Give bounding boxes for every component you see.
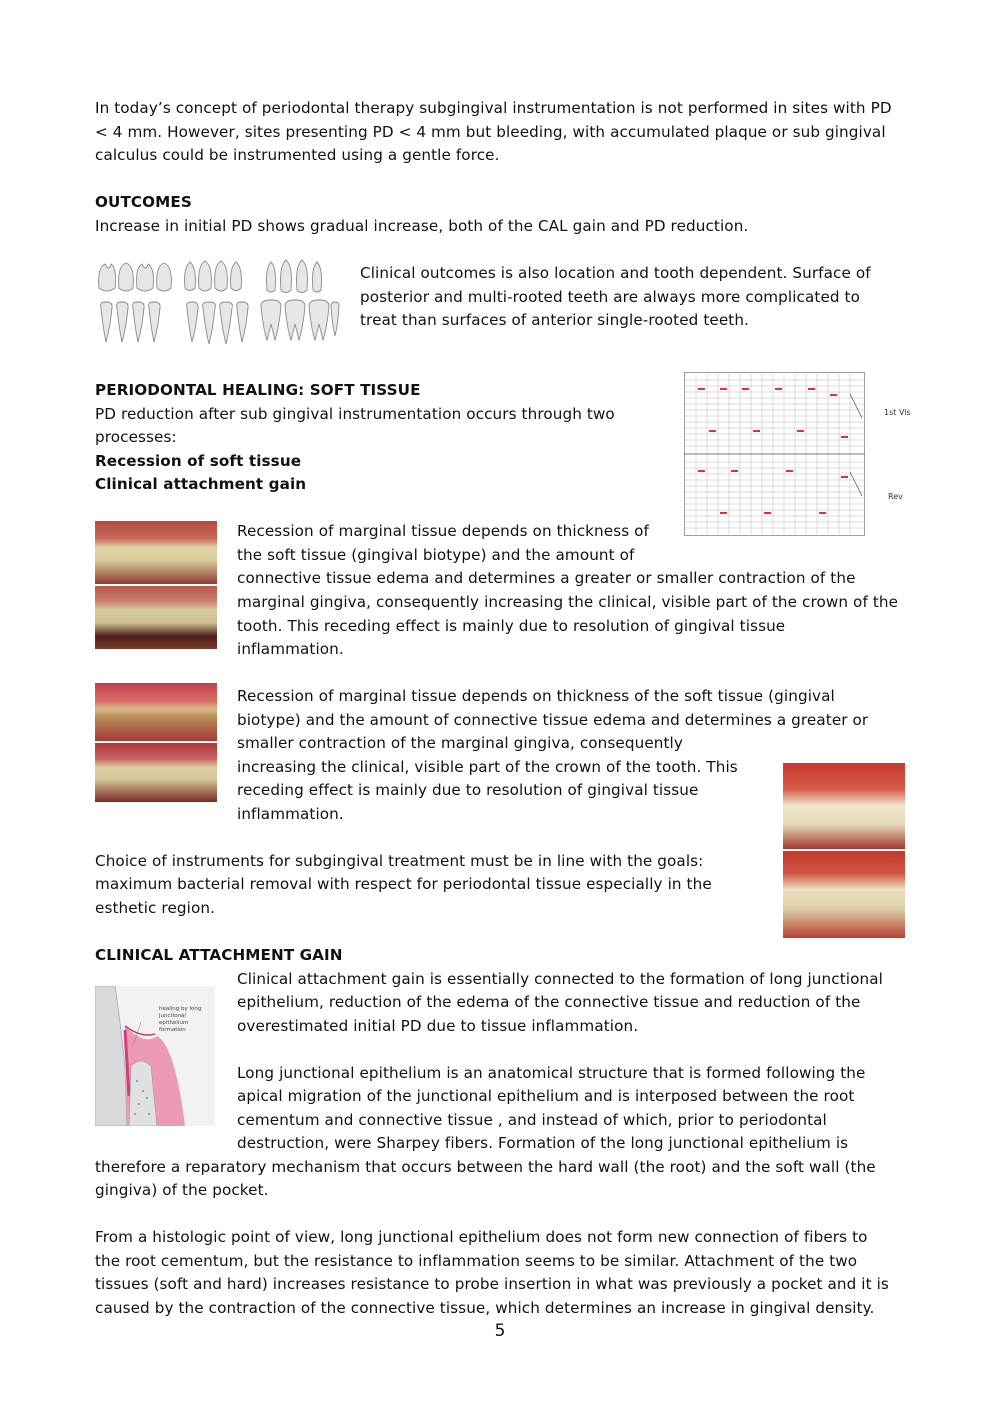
- recession-para1-line: Recession of marginal tissue depends on thickness of: [237, 522, 650, 540]
- outcomes-line: Increase in initial PD shows gradual increase, both of the CAL gain and PD reduction.: [95, 217, 749, 235]
- lower-teeth: [101, 300, 339, 344]
- cal-para3-line: tissues (soft and hard) increases resistance to probe insertion in what was previously a pocket and it is: [95, 1275, 889, 1293]
- cal-para2-line: gingiva) of the pocket.: [95, 1181, 269, 1199]
- recession-para1-line: inflammation.: [237, 640, 344, 658]
- process-item: Recession of soft tissue: [95, 452, 302, 470]
- periodontal-chart: [684, 372, 914, 536]
- cal-para3-line: caused by the contraction of the connective tissue, which determines an increase in gingival density.: [95, 1299, 875, 1317]
- cal-para2-line: Long junctional epithelium is an anatomical structure that is formed following the: [237, 1064, 866, 1082]
- recession-para2-line: biotype) and the amount of connective tissue edema and determines a greater or: [237, 711, 869, 729]
- recession-para1-line: connective tissue edema and determines a greater or smaller contraction of the: [237, 569, 856, 587]
- intro-line: In today’s concept of periodontal therapy subgingival instrumentation is not performed in sites with PD: [95, 99, 892, 117]
- cal-para2-line: therefore a reparatory mechanism that occurs between the hard wall (the root) and the soft wall (the: [95, 1158, 876, 1176]
- outcomes-teeth-text: Clinical outcomes is also location and tooth dependent. Surface of: [360, 264, 871, 282]
- junctional-epithelium-diagram: [95, 986, 215, 1126]
- clinical-photo-2: [95, 683, 217, 802]
- recession-para1-line: the soft tissue (gingival biotype) and the amount of: [237, 546, 635, 564]
- diagram-label: healing by long junctional epithelium formation: [159, 1006, 202, 1033]
- clinical-photo-3: [783, 763, 905, 938]
- cal-para3-line: the root cementum, but the resistance to inflammation seems to be similar. Attachment of the two: [95, 1252, 858, 1270]
- instruments-line: Choice of instruments for subgingival treatment must be in line with the goals:: [95, 852, 704, 870]
- soft-tissue-line: PD reduction after sub gingival instrumentation occurs through two: [95, 405, 615, 423]
- chart-label-first-visit: 1st Vis: [884, 408, 911, 417]
- outcomes-teeth-text: treat than surfaces of anterior single-rooted teeth.: [360, 311, 749, 329]
- recession-para1-line: tooth. This receding effect is mainly due to resolution of gingival tissue: [237, 617, 786, 635]
- recession-para1-line: marginal gingiva, consequently increasing the clinical, visible part of the crown of the: [237, 593, 899, 611]
- process-item: Clinical attachment gain: [95, 475, 307, 493]
- cal-para1-line: epithelium, reduction of the edema of the connective tissue and reduction of the: [237, 993, 861, 1011]
- recession-para2-line: smaller contraction of the marginal gingiva, consequently: [237, 734, 683, 752]
- outcomes-teeth-text: posterior and multi-rooted teeth are always more complicated to: [360, 288, 861, 306]
- intro-line: < 4 mm. However, sites presenting PD < 4 mm but bleeding, with accumulated plaque or sub gingival: [95, 123, 886, 141]
- recession-para2-line: increasing the clinical, visible part of the crown of the tooth. This: [237, 758, 738, 776]
- cal-para1-line: overestimated initial PD due to tissue inflammation.: [237, 1017, 639, 1035]
- upper-teeth: [99, 260, 322, 293]
- clinical-photo-1: [95, 521, 217, 649]
- recession-para2-line: Recession of marginal tissue depends on thickness of the soft tissue (gingival: [237, 687, 835, 705]
- cal-para2-line: destruction, were Sharpey fibers. Formation of the long junctional epithelium is: [237, 1134, 849, 1152]
- teeth-illustration: [95, 258, 340, 346]
- outcomes-heading: OUTCOMES: [95, 193, 192, 211]
- cal-para2-line: cementum and connective tissue , and instead of which, prior to periodontal: [237, 1111, 827, 1129]
- cal-para1-line: Clinical attachment gain is essentially connected to the formation of long junctional: [237, 970, 883, 988]
- soft-tissue-heading: PERIODONTAL HEALING: SOFT TISSUE: [95, 381, 421, 399]
- instruments-line: maximum bacterial removal with respect for periodontal tissue especially in the: [95, 875, 712, 893]
- page-number: 5: [494, 1321, 506, 1341]
- recession-para2-line: inflammation.: [237, 805, 344, 823]
- cal-heading: CLINICAL ATTACHMENT GAIN: [95, 946, 343, 964]
- cal-para2-line: apical migration of the junctional epithelium and is interposed between the root: [237, 1087, 855, 1105]
- recession-para2-line: receding effect is mainly due to resolution of gingival tissue: [237, 781, 699, 799]
- soft-tissue-line: processes:: [95, 428, 177, 446]
- instruments-line: esthetic region.: [95, 899, 215, 917]
- chart-label-review: Rev: [888, 492, 903, 501]
- cal-para3-line: From a histologic point of view, long junctional epithelium does not form new connection of fibers to: [95, 1228, 868, 1246]
- intro-line: calculus could be instrumented using a gentle force.: [95, 146, 500, 164]
